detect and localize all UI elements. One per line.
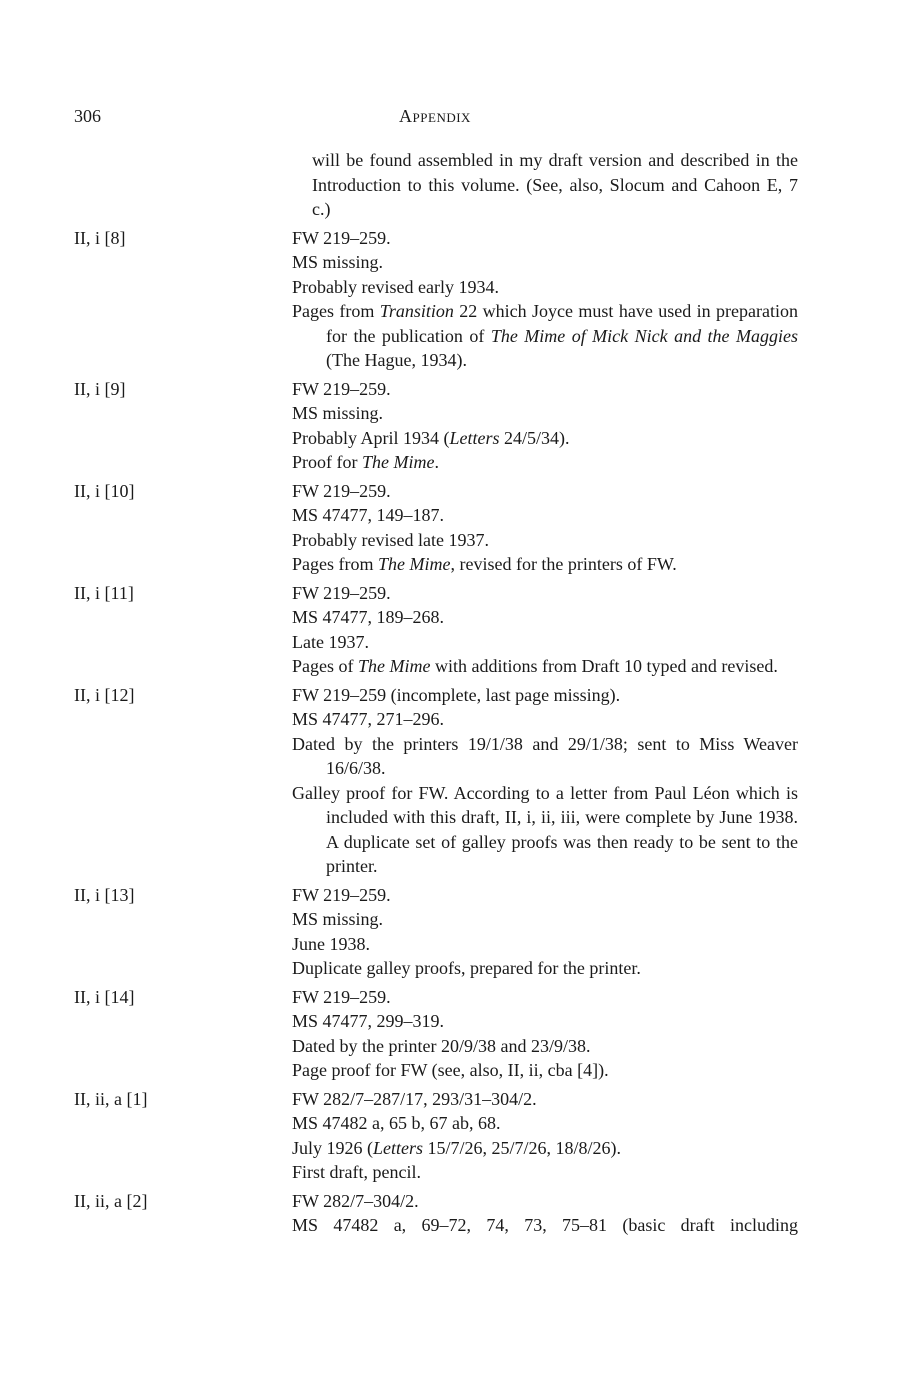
entry-line: MS missing. — [292, 252, 384, 272]
running-head: Appendix — [399, 106, 471, 126]
entry-line: Proof for The Mime. — [292, 452, 439, 472]
entry-line: MS 47482 a, 65 b, 67 ab, 68. — [292, 1113, 501, 1133]
entry-body — [292, 226, 798, 373]
entry-line: MS 47477, 149–187. — [292, 505, 445, 525]
draft-entry — [74, 683, 798, 879]
intro-paragraph — [312, 148, 798, 222]
entry-line: FW 219–259. — [292, 378, 391, 399]
entry-line: FW 282/7–287/17, 293/31–304/2. — [292, 1088, 537, 1109]
entry-line: Page proof for FW (see, also, II, ii, cba [4]). — [292, 1060, 609, 1080]
entry-label: II, i [10] — [74, 480, 135, 501]
page-header — [74, 104, 796, 130]
entry-body — [292, 985, 798, 1083]
entry-line: Probably revised late 1937. — [292, 529, 489, 550]
entry-line: Pages of The Mime with additions from Draft 10 typed and revised. — [292, 656, 778, 676]
entry-body — [292, 683, 798, 879]
entry-label: II, ii, a [1] — [74, 1088, 148, 1109]
entry-line: Dated by the printer 20/9/38 and 23/9/38. — [292, 1035, 591, 1056]
entry-line: Probably revised early 1934. — [292, 276, 499, 297]
entry-body — [292, 377, 798, 475]
entry-body — [292, 479, 798, 577]
entry-line: FW 282/7–304/2. — [292, 1190, 419, 1211]
appendix-content — [74, 148, 798, 1242]
entry-body — [292, 1189, 798, 1238]
entry-line: MS 47477, 189–268. — [292, 607, 445, 627]
entry-body — [292, 1087, 798, 1185]
draft-entry — [74, 1189, 798, 1238]
entry-line: June 1938. — [292, 933, 370, 954]
entry-line: MS missing. — [292, 909, 384, 929]
draft-entry — [74, 226, 798, 373]
entry-line: FW 219–259 (incomplete, last page missing). — [292, 684, 621, 705]
intro-text: will be found assembled in my draft version and described in the Introduction to this volume. (See, also, Slocum and Cahoon E, 7 c.) — [312, 150, 798, 219]
entry-line: Pages from Transition 22 which Joyce must have used in preparation for the publication of The Mime of Mick Nick and the Maggies (The Hague, 1934). — [292, 301, 798, 370]
entry-line: FW 219–259. — [292, 582, 391, 603]
draft-entry — [74, 479, 798, 577]
entry-line: FW 219–259. — [292, 480, 391, 501]
entry-line: MS 47477, 271–296. — [292, 709, 445, 729]
draft-entry — [74, 985, 798, 1083]
entry-line: Dated by the printers 19/1/38 and 29/1/38; sent to Miss Weaver 16/6/38. — [292, 733, 798, 778]
entry-line: Probably April 1934 (Letters 24/5/34). — [292, 427, 570, 448]
entry-body — [292, 883, 798, 981]
entry-line: MS 47477, 299–319. — [292, 1011, 445, 1031]
entry-label: II, i [9] — [74, 378, 126, 399]
entry-line: Duplicate galley proofs, prepared for the printer. — [292, 958, 641, 978]
page-number: 306 — [74, 106, 101, 126]
entry-line: July 1926 (Letters 15/7/26, 25/7/26, 18/8/26). — [292, 1137, 622, 1158]
entry-line: Late 1937. — [292, 631, 369, 652]
entry-label: II, i [8] — [74, 227, 126, 248]
entry-label: II, ii, a [2] — [74, 1190, 148, 1211]
entry-label: II, i [14] — [74, 986, 135, 1007]
entry-line: First draft, pencil. — [292, 1162, 421, 1182]
entry-label: II, i [13] — [74, 884, 135, 905]
entry-line: Pages from The Mime, revised for the printers of FW. — [292, 554, 677, 574]
entry-line: FW 219–259. — [292, 227, 391, 248]
entry-line: MS missing. — [292, 403, 384, 423]
entry-line: MS 47482 a, 69–72, 74, 73, 75–81 (basic draft including — [292, 1215, 798, 1235]
draft-entry — [74, 1087, 798, 1185]
draft-entry — [74, 581, 798, 679]
entry-label: II, i [12] — [74, 684, 135, 705]
entry-line: Galley proof for FW. According to a letter from Paul Léon which is included with this draft, II, i, ii, iii, were complete by June 1938. A duplicate set of galley proofs was then ready to be sent to the printer. — [292, 782, 798, 876]
entry-body — [292, 581, 798, 679]
entry-line: FW 219–259. — [292, 884, 391, 905]
draft-entry — [74, 377, 798, 475]
entry-line: FW 219–259. — [292, 986, 391, 1007]
draft-entry — [74, 883, 798, 981]
entry-label: II, i [11] — [74, 582, 134, 603]
